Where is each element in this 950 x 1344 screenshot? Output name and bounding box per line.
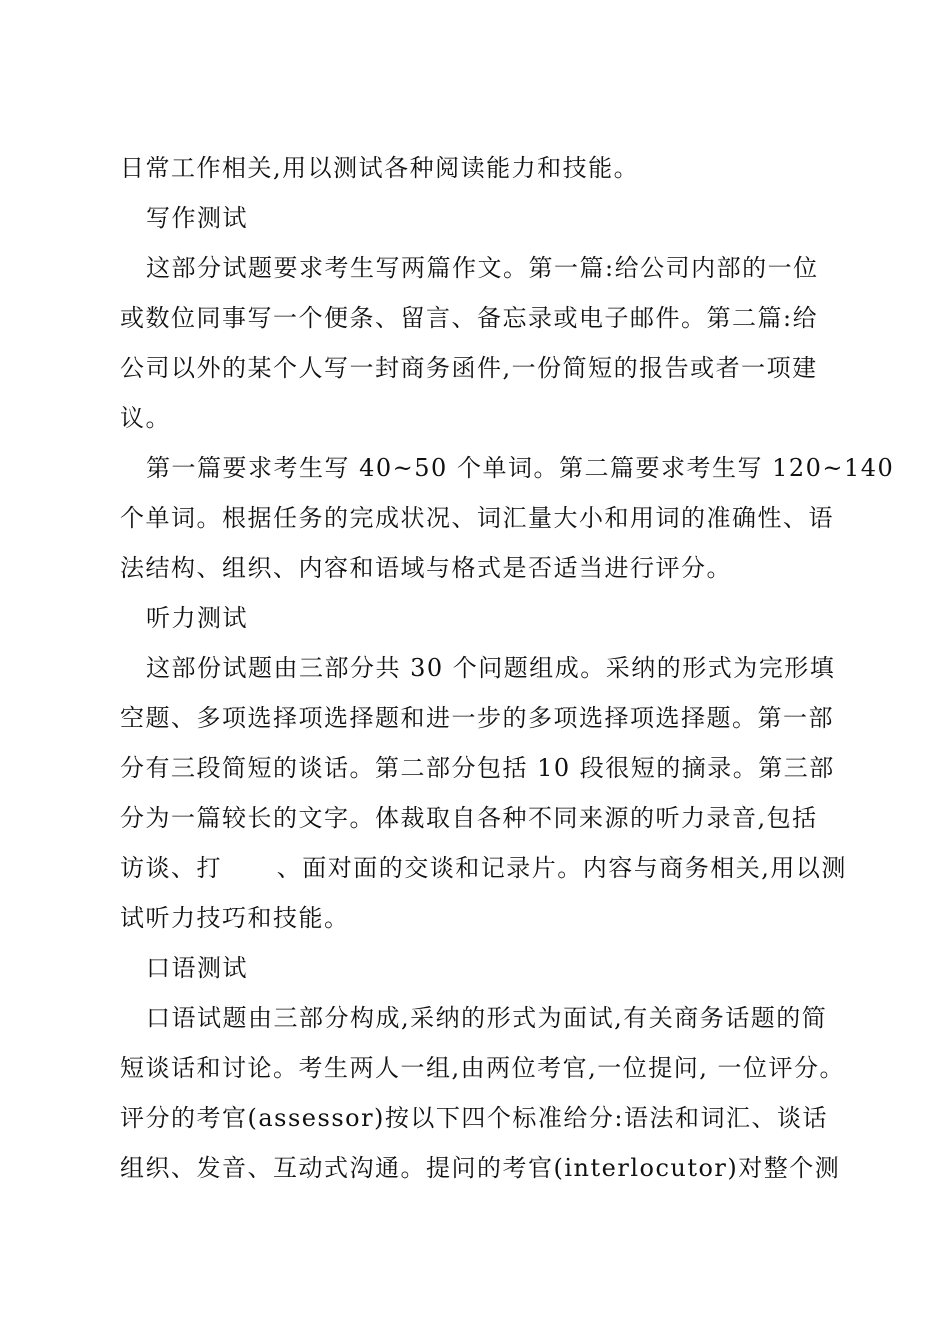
- paragraph-line: 访谈、打 、面对面的交谈和记录片。内容与商务相关,用以测: [120, 854, 847, 882]
- paragraph-line: 分为一篇较长的文字。体裁取自各种不同来源的听力录音,包括: [120, 804, 818, 832]
- paragraph-line: 这部分试题要求考生写两篇作文。第一篇:给公司内部的一位: [146, 254, 819, 282]
- paragraph-line: 试听力技巧和技能。: [120, 904, 350, 932]
- paragraph-line: 法结构、组织、内容和语域与格式是否适当进行评分。: [120, 554, 732, 582]
- paragraph-line: 分有三段简短的谈话。第二部分包括 10 段很短的摘录。第三部: [120, 754, 835, 782]
- paragraph-line: 议。: [120, 404, 171, 432]
- section-heading-speaking: 口语测试: [146, 954, 248, 982]
- paragraph-line: 公司以外的某个人写一封商务函件,一份简短的报告或者一项建: [120, 354, 818, 382]
- paragraph-line: 组织、发音、互动式沟通。提问的考官(interlocutor)对整个测: [120, 1154, 841, 1182]
- paragraph-line: 个单词。根据任务的完成状况、词汇量大小和用词的准确性、语: [120, 504, 834, 532]
- section-heading-writing: 写作测试: [146, 204, 248, 232]
- paragraph-line: 评分的考官(assessor)按以下四个标准给分:语法和词汇、谈话: [120, 1104, 829, 1132]
- section-heading-listening: 听力测试: [146, 604, 248, 632]
- paragraph-line: 空题、多项选择项选择题和进一步的多项选择项选择题。第一部: [120, 704, 834, 732]
- paragraph-line: 日常工作相关,用以测试各种阅读能力和技能。: [120, 154, 640, 182]
- paragraph-line: 第一篇要求考生写 40~50 个单词。第二篇要求考生写 120~140: [146, 454, 895, 482]
- paragraph-line: 口语试题由三部分构成,采纳的形式为面试,有关商务话题的简: [146, 1004, 828, 1032]
- paragraph-line: 这部份试题由三部分共 30 个问题组成。采纳的形式为完形填: [146, 654, 836, 682]
- paragraph-line: 短谈话和讨论。考生两人一组,由两位考官,一位提问, 一位评分。: [120, 1054, 846, 1082]
- paragraph-line: 或数位同事写一个便条、留言、备忘录或电子邮件。第二篇:给: [120, 304, 819, 332]
